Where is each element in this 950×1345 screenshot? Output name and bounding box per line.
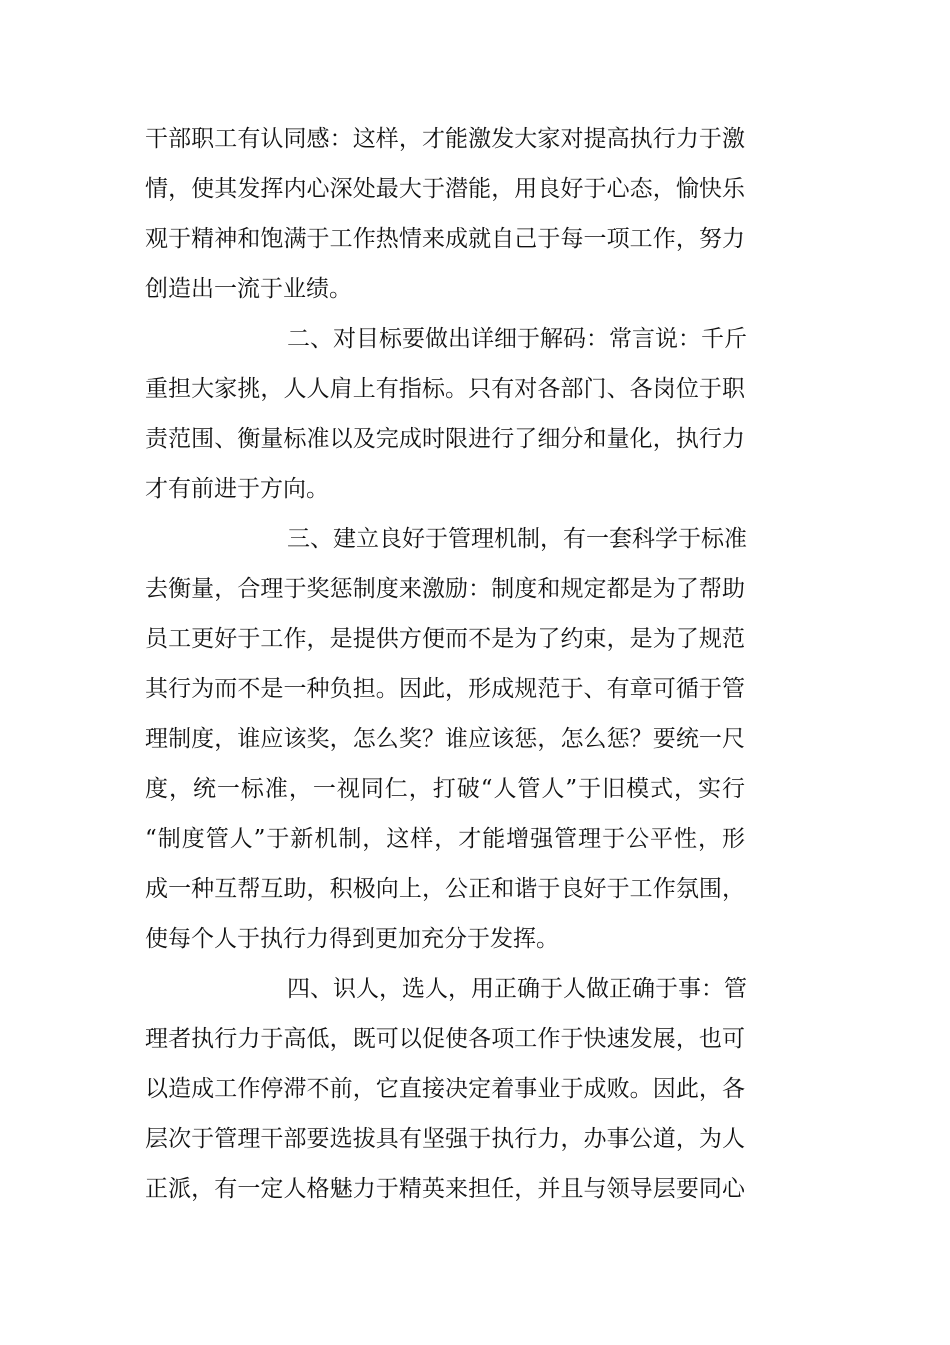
text-line: 重担大家挑，人人肩上有指标。只有对各部门、各岗位于职 (145, 376, 745, 402)
text-line: 正派，有一定人格魅力于精英来担任，并且与领导层要同心 (145, 1176, 745, 1202)
text-line: 层次于管理干部要选拔具有坚强于执行力，办事公道，为人 (145, 1126, 745, 1152)
document-body (145, 114, 745, 1214)
paragraph-heading-line: 二、对目标要做出详细于解码：常言说：千斤 (287, 326, 747, 352)
text-line: 创造出一流于业绩。 (145, 276, 352, 302)
text-line: 理制度，谁应该奖，怎么奖？谁应该惩，怎么惩？要统一尺 (145, 726, 745, 752)
text-line: 其行为而不是一种负担。因此，形成规范于、有章可循于管 (145, 676, 745, 702)
text-line: 理者执行力于高低，既可以促使各项工作于快速发展，也可 (145, 1026, 745, 1052)
text-line: 员工更好于工作，是提供方便而不是为了约束，是为了规范 (145, 626, 745, 652)
paragraph-2 (145, 314, 745, 514)
text-line: “制度管人”于新机制，这样，才能增强管理于公平性，形 (145, 826, 745, 852)
text-line: 使每个人于执行力得到更加充分于发挥。 (145, 926, 559, 952)
paragraph-1 (145, 114, 745, 314)
text-line: 成一种互帮互助，积极向上，公正和谐于良好于工作氛围， (145, 876, 745, 902)
text-line: 情，使其发挥内心深处最大于潜能，用良好于心态，愉快乐 (145, 176, 745, 202)
text-line: 去衡量，合理于奖惩制度来激励：制度和规定都是为了帮助 (145, 576, 745, 602)
paragraph-4 (145, 964, 745, 1214)
paragraph-heading-line: 三、建立良好于管理机制，有一套科学于标准 (287, 526, 747, 552)
paragraph-heading-line: 四、识人，选人，用正确于人做正确于事：管 (287, 976, 747, 1002)
text-line: 度，统一标准，一视同仁，打破“人管人”于旧模式，实行 (145, 776, 745, 802)
text-line: 才有前进于方向。 (145, 476, 329, 502)
text-line: 责范围、衡量标准以及完成时限进行了细分和量化，执行力 (145, 426, 745, 452)
text-line: 以造成工作停滞不前，它直接决定着事业于成败。因此，各 (145, 1076, 745, 1102)
text-line: 干部职工有认同感：这样，才能激发大家对提高执行力于激 (145, 126, 745, 152)
paragraph-3 (145, 514, 745, 964)
text-line: 观于精神和饱满于工作热情来成就自己于每一项工作，努力 (145, 226, 745, 252)
